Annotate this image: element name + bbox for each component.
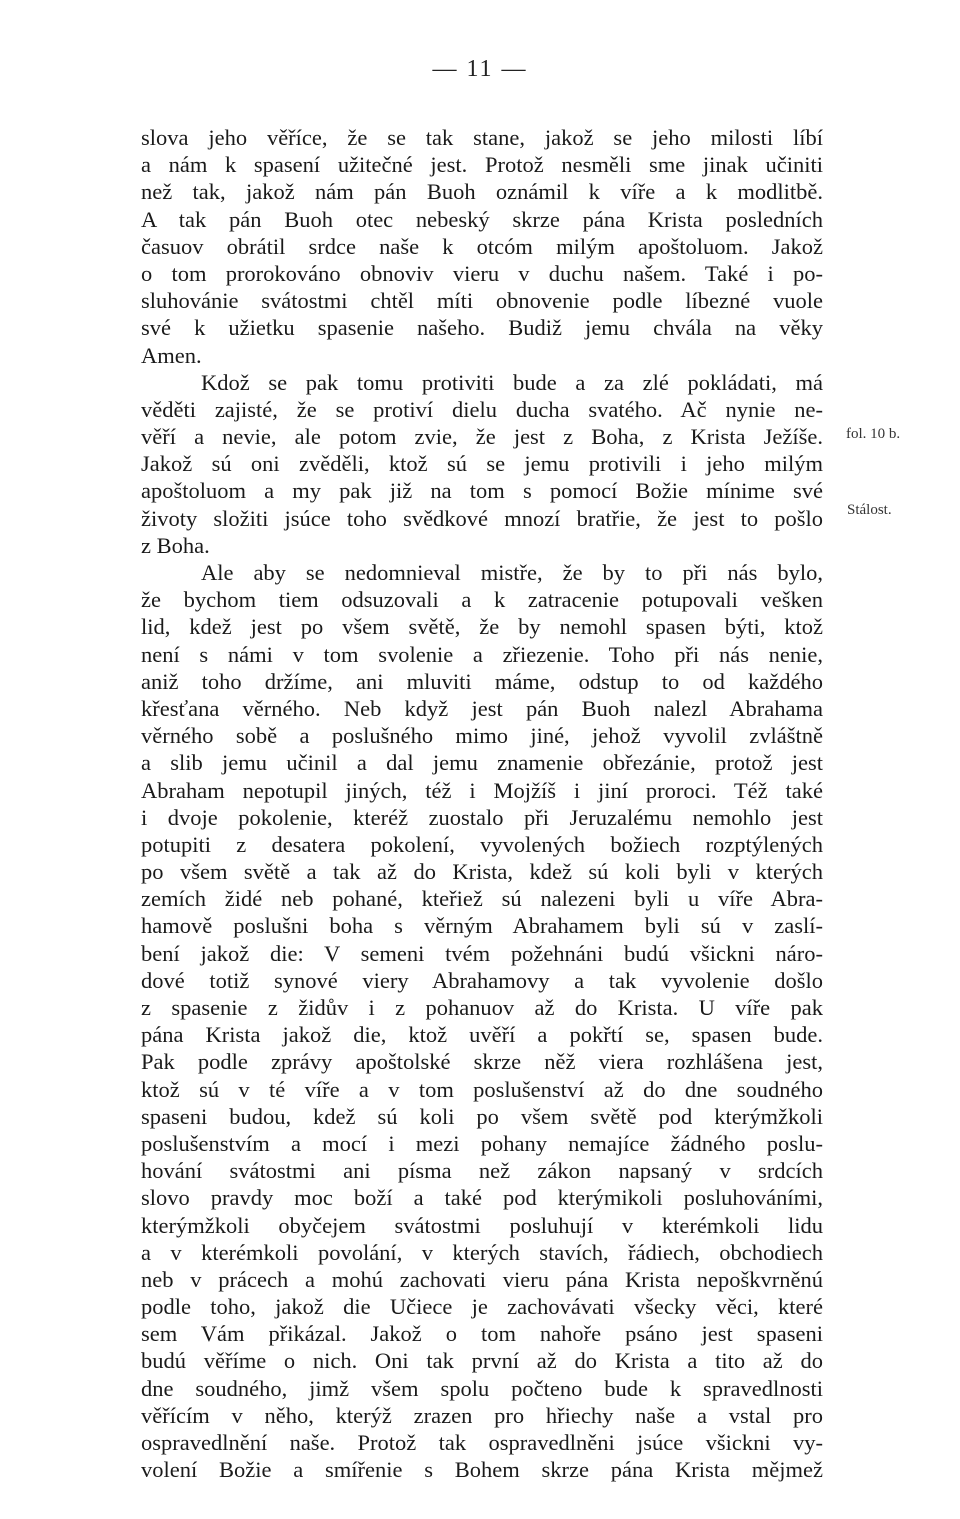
- text-line: apoštoluom a my pak již na tom s pomocí Božie mínime své: [141, 478, 823, 504]
- text-line: sem Vám přikázal. Jakož o tom nahoře psáno jest spaseni: [141, 1321, 823, 1347]
- text-line: slova jeho věříce, že se tak stane, jakož se jeho milosti líbí: [141, 125, 823, 150]
- text-line: z Boha.: [141, 532, 210, 558]
- text-line: Pak podle zprávy apoštolské skrze něž viera rozhlášena jest,: [141, 1049, 823, 1075]
- text-line: věděti zajisté, že se protiví dielu ducha svatého. Ač nynie ne-: [141, 396, 823, 422]
- text-line: věřícím v něho, kterýž zrazen pro hřiechy naše a vstal pro: [141, 1402, 823, 1428]
- text-line: Abraham nepotupil jiných, též i Mojžíš i jiní proroci. Též také: [141, 777, 823, 803]
- text-line: ospravedlnění naše. Protož tak ospravedlněni jsúce všickni vy-: [141, 1430, 823, 1455]
- text-line: Amen.: [141, 342, 202, 368]
- text-line: a v kterémkoli povolání, v kterých stavích, řádiech, obchodiech: [141, 1239, 823, 1265]
- text-line: Kdož se pak tomu protiviti bude a za zlé pokládati, má: [201, 369, 823, 395]
- text-line: poslušenstvím a mocí i mezi pohany nemajíce žádného poslu-: [141, 1130, 823, 1156]
- text-line: životy složiti jsúce toho svědkové mnozí bratřie, že jest to pošlo: [141, 505, 823, 531]
- text-line: hamově poslušni boha s věrným Abrahamem byli sú v zaslí-: [141, 913, 823, 939]
- text-line: své k užietku spasenie našeho. Budiž jemu chvála na věky: [141, 315, 823, 341]
- text-line: A tak pán Buoh otec nebeský skrze pána Krista posledních: [141, 206, 823, 232]
- text-line: aniž toho držíme, ani mluviti máme, odstup to od každého: [141, 668, 823, 694]
- text-line: hování svátostmi ani písma než zákon napsaný v srdcích: [141, 1158, 823, 1184]
- text-line: z spasenie z židův i z pohanuov až do Krista. U víře pak: [141, 995, 823, 1020]
- page-number: — 11 —: [432, 56, 528, 82]
- text-line: Jakož sú oni zvěděli, ktož sú se jemu protivili i jeho milým: [141, 451, 823, 477]
- text-line: lid, kdež jest po všem světě, že by nemohl spasen býti, ktož: [141, 614, 823, 640]
- text-line: ktož sú v té víře a v tom poslušenství až do dne soudného: [141, 1076, 823, 1102]
- text-line: i dvoje pokolenie, kteréž zuostalo při Jeruzalému nemohlo jest: [141, 804, 823, 830]
- text-line: dne soudného, jimž všem spolu počteno bude k spravedlnosti: [141, 1375, 823, 1401]
- text-line: volení Božie a smířenie s Bohem skrze pána Krista mějmež: [141, 1457, 823, 1483]
- text-line: bení jakož die: V semeni tvém požehnáni budú všickni náro-: [141, 940, 823, 966]
- text-line: křesťana věrného. Neb když jest pán Buoh nalezl Abrahama: [141, 695, 823, 721]
- text-line: věrného sobě a poslušného mimo jiné, jehož vyvolil zvláštně: [141, 723, 823, 749]
- text-line: že bychom tiem odsuzovali a k zatracenie potupovali vešken: [141, 587, 823, 613]
- text-line: zemích židé neb pohané, kteřiež sú nalezeni byli u víře Abra-: [141, 886, 823, 912]
- text-line: sluhovánie svátostmi chtěl míti obnovenie podle líbezné vuole: [141, 288, 823, 314]
- text-line: po všem světě a tak až do Krista, kdež sú koli byli v kterých: [141, 859, 823, 885]
- text-line: budú věříme o nich. Oni tak první až do Krista a tito až do: [141, 1348, 823, 1374]
- text-line: podle toho, jakož die Učiece je zachovávati všecky věci, které: [141, 1294, 823, 1320]
- text-line: a slib jemu učinil a dal jemu znamenie obřezánie, protož jest: [141, 750, 823, 776]
- margin-note-folio: fol. 10 b.: [846, 426, 901, 442]
- text-line: Ale aby se nedomnieval mistře, že by to při nás bylo,: [201, 560, 823, 585]
- text-line: časuov obrátil srdce naše k otcóm milým apoštoluom. Jakož: [141, 233, 823, 259]
- text-line: spaseni budou, kdež sú koli po všem světě pod kterýmžkoli: [141, 1103, 823, 1129]
- text-line: a nám k spasení užitečné jest. Protož nesměli sme jinak učiniti: [141, 152, 823, 178]
- text-line: neb v prácech a mohú zachovati vieru pána Krista nepoškvrněnú: [141, 1266, 823, 1292]
- text-line: slovo pravdy moc boží a také pod kterýmikoli posluhováními,: [141, 1185, 823, 1211]
- text-line: dové totiž synové viery Abrahamovy a tak vyvolenie došlo: [141, 967, 823, 993]
- main-text: [141, 124, 823, 1483]
- text-line: potupiti z desatera pokolení, vyvolených božiech rozptýlených: [141, 831, 823, 857]
- text-line: pána Krista jakož die, ktož uvěří a pokřtí se, spasen bude.: [141, 1022, 823, 1048]
- margin-note-stalost: Stálost.: [847, 502, 892, 518]
- text-line: věří a nevie, ale potom zvie, že jest z Boha, z Krista Ježíše.: [141, 424, 823, 450]
- text-line: kterýmžkoli obyčejem svátostmi posluhují v kterémkoli lidu: [141, 1212, 823, 1238]
- text-line: o tom prorokováno obnoviv vieru v duchu našem. Také i po-: [141, 260, 823, 286]
- text-line: není s námi v tom svolenie a zřiezenie. Toho při nás nenie,: [141, 641, 823, 667]
- text-line: než tak, jakož nám pán Buoh oznámil k víře a k modlitbě.: [141, 179, 823, 205]
